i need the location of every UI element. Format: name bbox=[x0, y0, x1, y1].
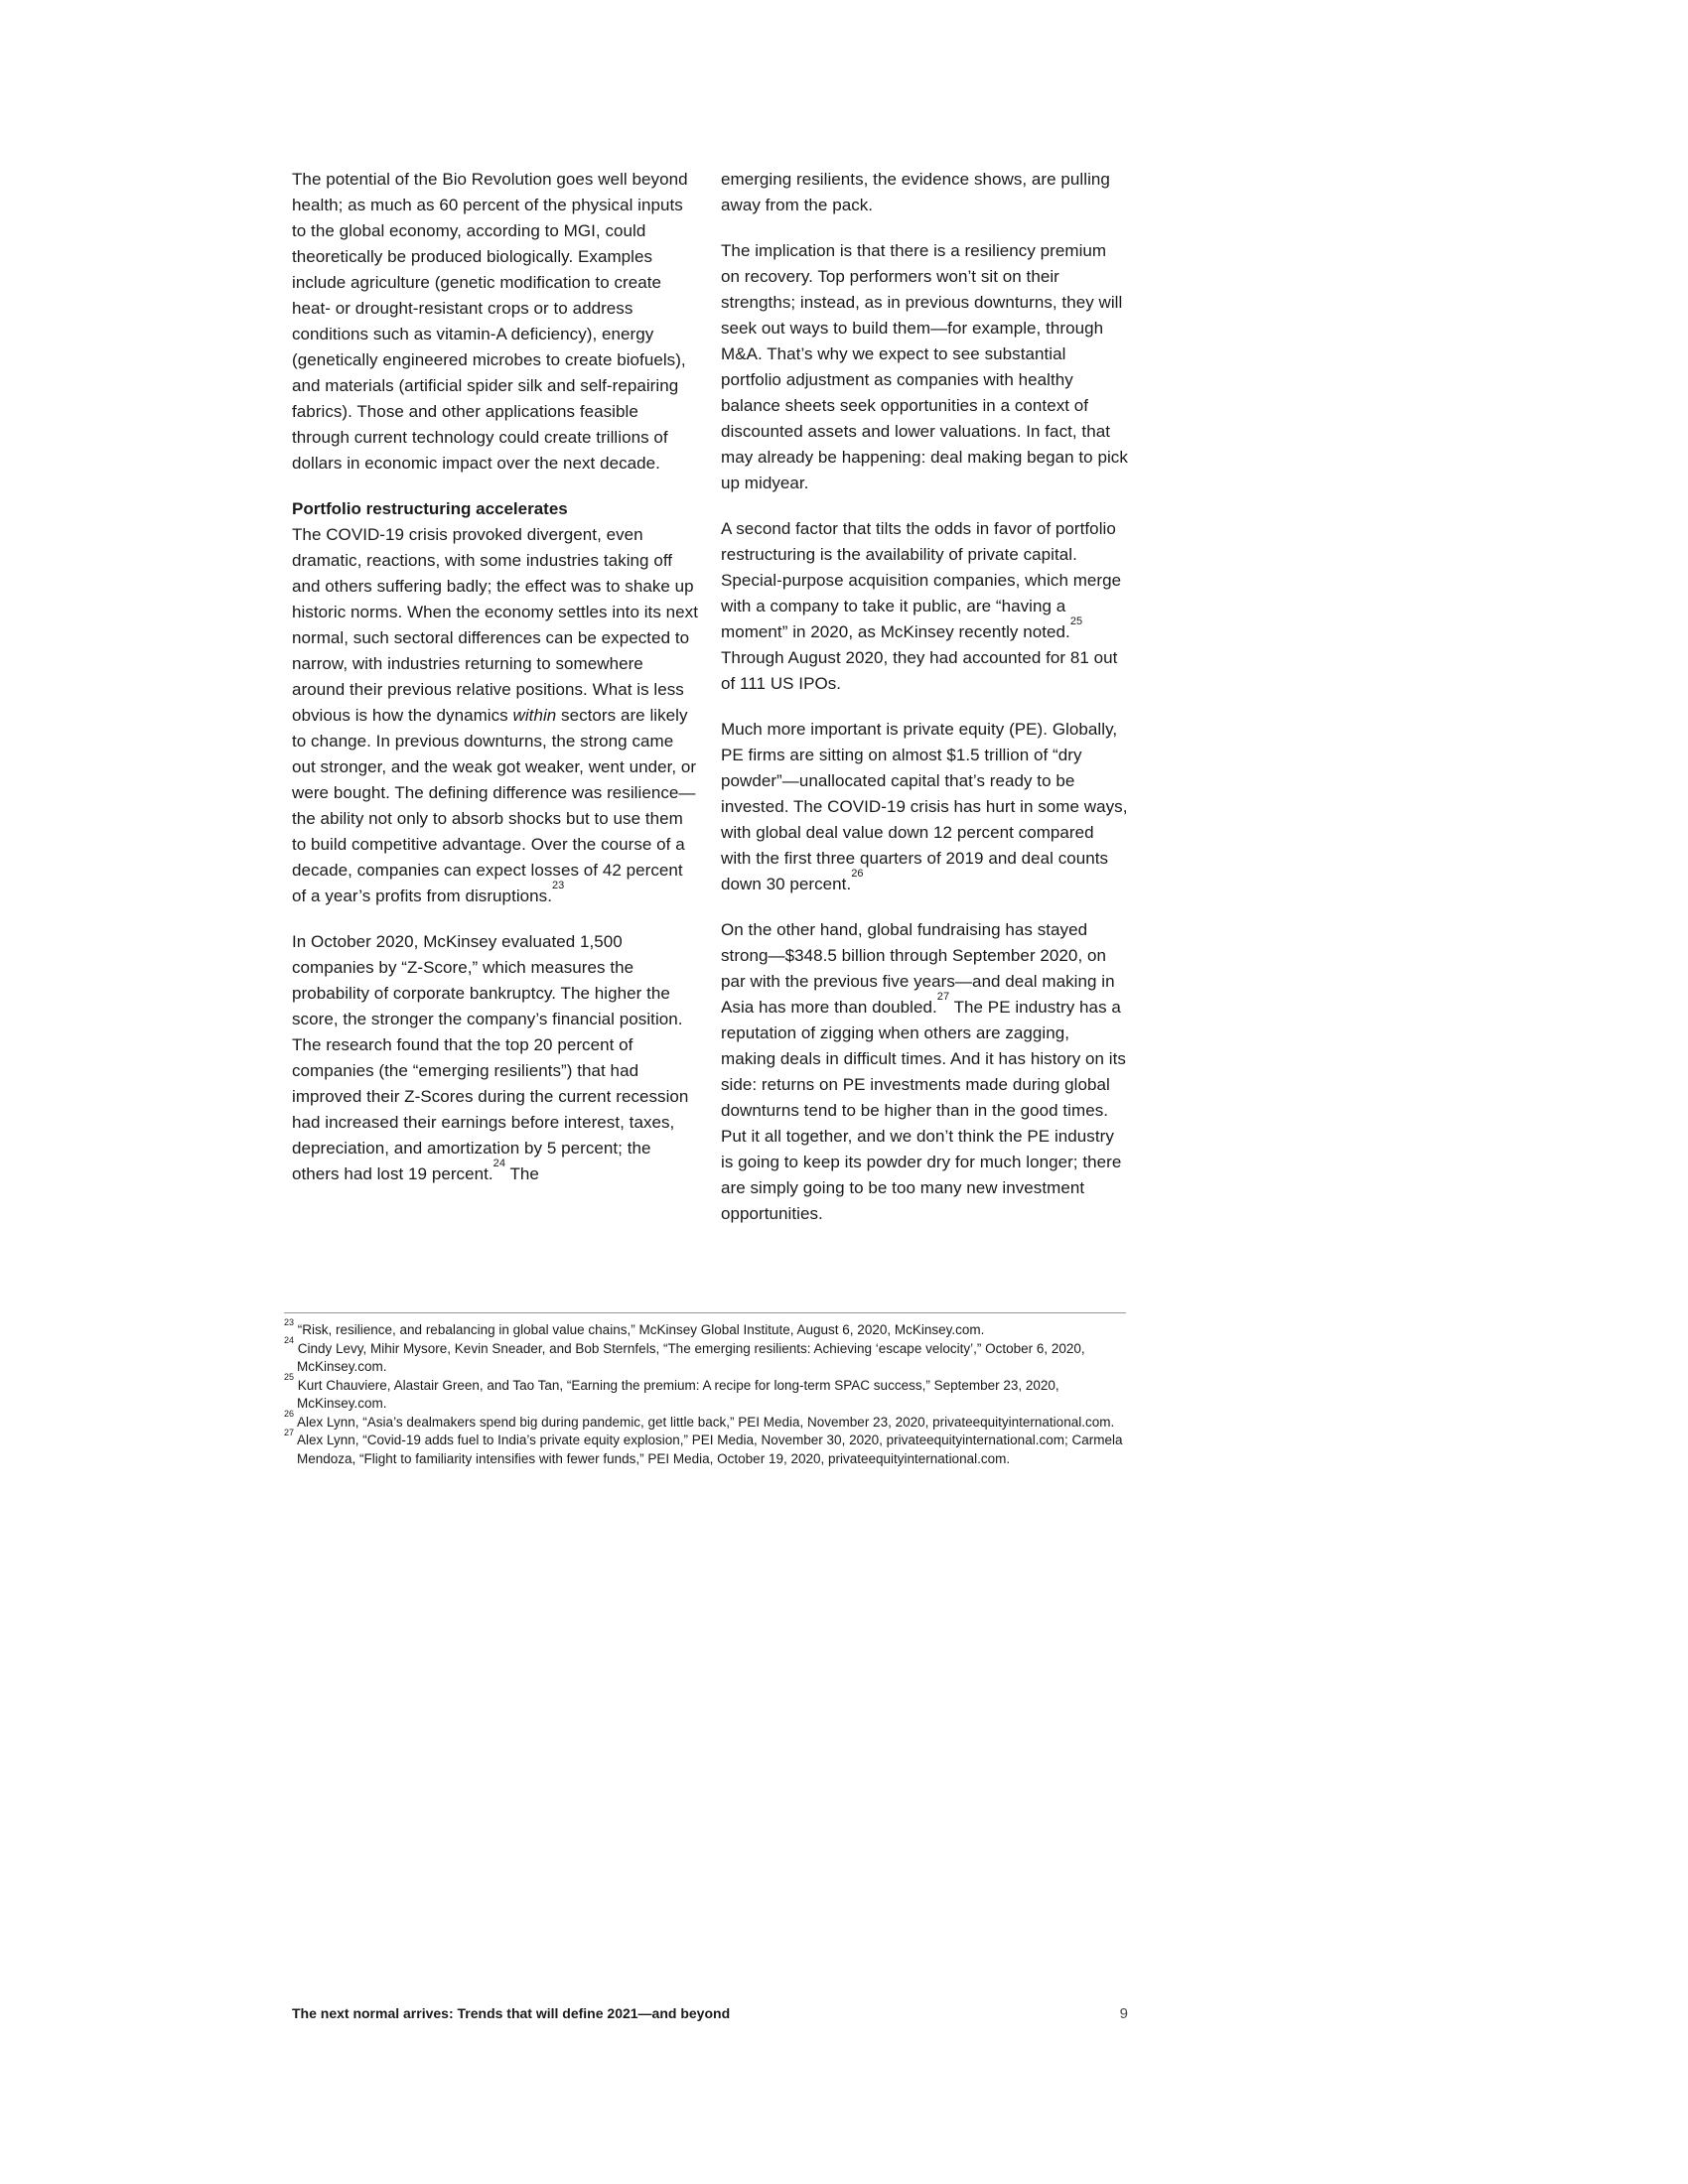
page-content bbox=[292, 167, 1128, 1247]
page-footer bbox=[292, 2005, 1128, 2022]
footnotes-section bbox=[284, 1312, 1126, 1468]
paragraph-z-score: In October 2020, McKinsey evaluated 1,500 companies by “Z-Score,” which measures the probability of corporate bankruptcy. The higher the score, the stronger the company’s financial position. The research found that the top 20 percent of companies (the “emerging resilients”) that had improved their Z-Scores during the current recession had increased their earnings before interest, taxes, depreciation, and amortization by 5 percent; the others had lost 19 percent.$^{24}$ The bbox=[292, 932, 689, 1183]
paragraph-covid-divergence: The COVID-19 crisis provoked divergent, even dramatic, reactions, with some industries taking off and others suffering badly; the effect was to shake up historic norms. When the economy settles into its next normal, such sectoral differences can be expected to narrow, with industries returning to somewhere around their previous relative positions. What is less obvious is how the dynamics within sectors are likely to change. In previous downturns, the strong came out stronger, and the weak got weaker, went under, or were bought. The defining difference was resilience—the ability not only to absorb shocks but to use them to build competitive advantage. Over the course of a decade, companies can expect losses of 42 percent of a year’s profits from disruptions.$^{23}$ bbox=[292, 525, 698, 905]
paragraph-fundraising: On the other hand, global fundraising has stayed strong—$348.5 billion through September 2020, on par with the previous five years—and deal making in Asia has more than doubled.$^{27}$ The PE industry has a reputation of zigging when others are zagging, making deals in difficult times. And it has history on its side: returns on PE investments made during global downturns tend to be higher than in the good times. Put it all together, and we don’t think the PE industry is going to keep its powder dry for much longer; there are simply going to be too many new investment opportunities. bbox=[721, 920, 1126, 1223]
footnote-23: $^{23}$ “Risk, resilience, and rebalancing in global value chains,” McKinsey Global Institute, August 6, 2020, McKinsey.com. bbox=[284, 1316, 985, 1337]
paragraph-private-capital: A second factor that tilts the odds in favor of portfolio restructuring is the availability of private capital. Special-purpose acquisition companies, which merge with a company to take it public, are “having a moment” in 2020, as McKinsey recently noted.$^{25}$ Through August 2020, they had accounted for 81 out of 111 US IPOs. bbox=[721, 519, 1122, 693]
section-heading-portfolio-restructuring: Portfolio restructuring accelerates bbox=[292, 499, 568, 518]
paragraph-resiliency-premium: The implication is that there is a resiliency premium on recovery. Top performers won’t sit on their strengths; instead, as in previous downturns, they will seek out ways to build them—for example, through M&A. That’s why we expect to see substantial portfolio adjustment as companies with healthy balance sheets seek opportunities in a context of discounted assets and lower valuations. In fact, that may already be happening: deal making began to pick up midyear. bbox=[721, 241, 1128, 492]
footnote-24: $^{24}$ Cindy Levy, Mihir Mysore, Kevin Sneader, and Bob Sternfels, “The emerging resilients: Achieving ‘escape velocity’,” October 6, 2020, McKinsey.com. bbox=[284, 1335, 1085, 1374]
footnote-marker: 27 bbox=[936, 991, 950, 1004]
right-column bbox=[721, 167, 1128, 1247]
footnote-27: $^{27}$ Alex Lynn, “Covid-19 adds fuel to India’s private equity explosion,” PEI Media, November 30, 2020, privateequityinternational.com; Carmela Mendoza, “Flight to familiarity intensifies with fewer funds,” PEI Media, October 19, 2020, privateequityinternational.com. bbox=[284, 1427, 1123, 1466]
paragraph-private-equity: Much more important is private equity (PE). Globally, PE firms are sitting on almost $1.5 trillion of “dry powder”—unallocated capital that’s ready to be invested. The COVID-19 crisis has hurt in some ways, with global deal value down 12 percent compared with the first three quarters of 2019 and deal counts down 30 percent.$^{26}$ bbox=[721, 720, 1128, 893]
footnote-marker: 24 bbox=[492, 1158, 505, 1170]
footnote-marker: 26 bbox=[851, 868, 864, 881]
footnote-25: $^{25}$ Kurt Chauviere, Alastair Green, and Tao Tan, “Earning the premium: A recipe for long-term SPAC success,” September 23, 2020, McKinsey.com. bbox=[284, 1372, 1059, 1411]
footnote-marker: 26 bbox=[284, 1409, 295, 1419]
footnote-marker: 23 bbox=[552, 880, 565, 892]
footnote-marker: 27 bbox=[284, 1427, 295, 1437]
footnote-marker: 25 bbox=[284, 1372, 295, 1382]
paragraph-emerging-resilients: emerging resilients, the evidence shows, are pulling away from the pack. bbox=[721, 170, 1110, 214]
footnote-26: $^{26}$ Alex Lynn, “Asia’s dealmakers spend big during pandemic, get little back,” PEI Media, November 23, 2020, privateequityinternational.com. bbox=[284, 1409, 1115, 1430]
left-column bbox=[292, 167, 699, 1247]
footnote-marker: 25 bbox=[1069, 615, 1083, 628]
report-title: The next normal arrives: Trends that will define 2021—and beyond bbox=[292, 2005, 731, 2021]
footnote-marker: 24 bbox=[284, 1335, 295, 1345]
page-number: 9 bbox=[1119, 2005, 1128, 2022]
footnote-marker: 23 bbox=[284, 1316, 295, 1327]
paragraph-bio-revolution: The potential of the Bio Revolution goes well beyond health; as much as 60 percent of the physical inputs to the global economy, according to MGI, could theoretically be produced biologically. Examples include agriculture (genetic modification to create heat- or drought-resistant crops or to address conditions such as vitamin-A deficiency), energy (genetically engineered microbes to create biofuels), and materials (artificial spider silk and self-repairing fabrics). Those and other applications feasible through current technology could create trillions of dollars in economic impact over the next decade. bbox=[292, 170, 688, 473]
